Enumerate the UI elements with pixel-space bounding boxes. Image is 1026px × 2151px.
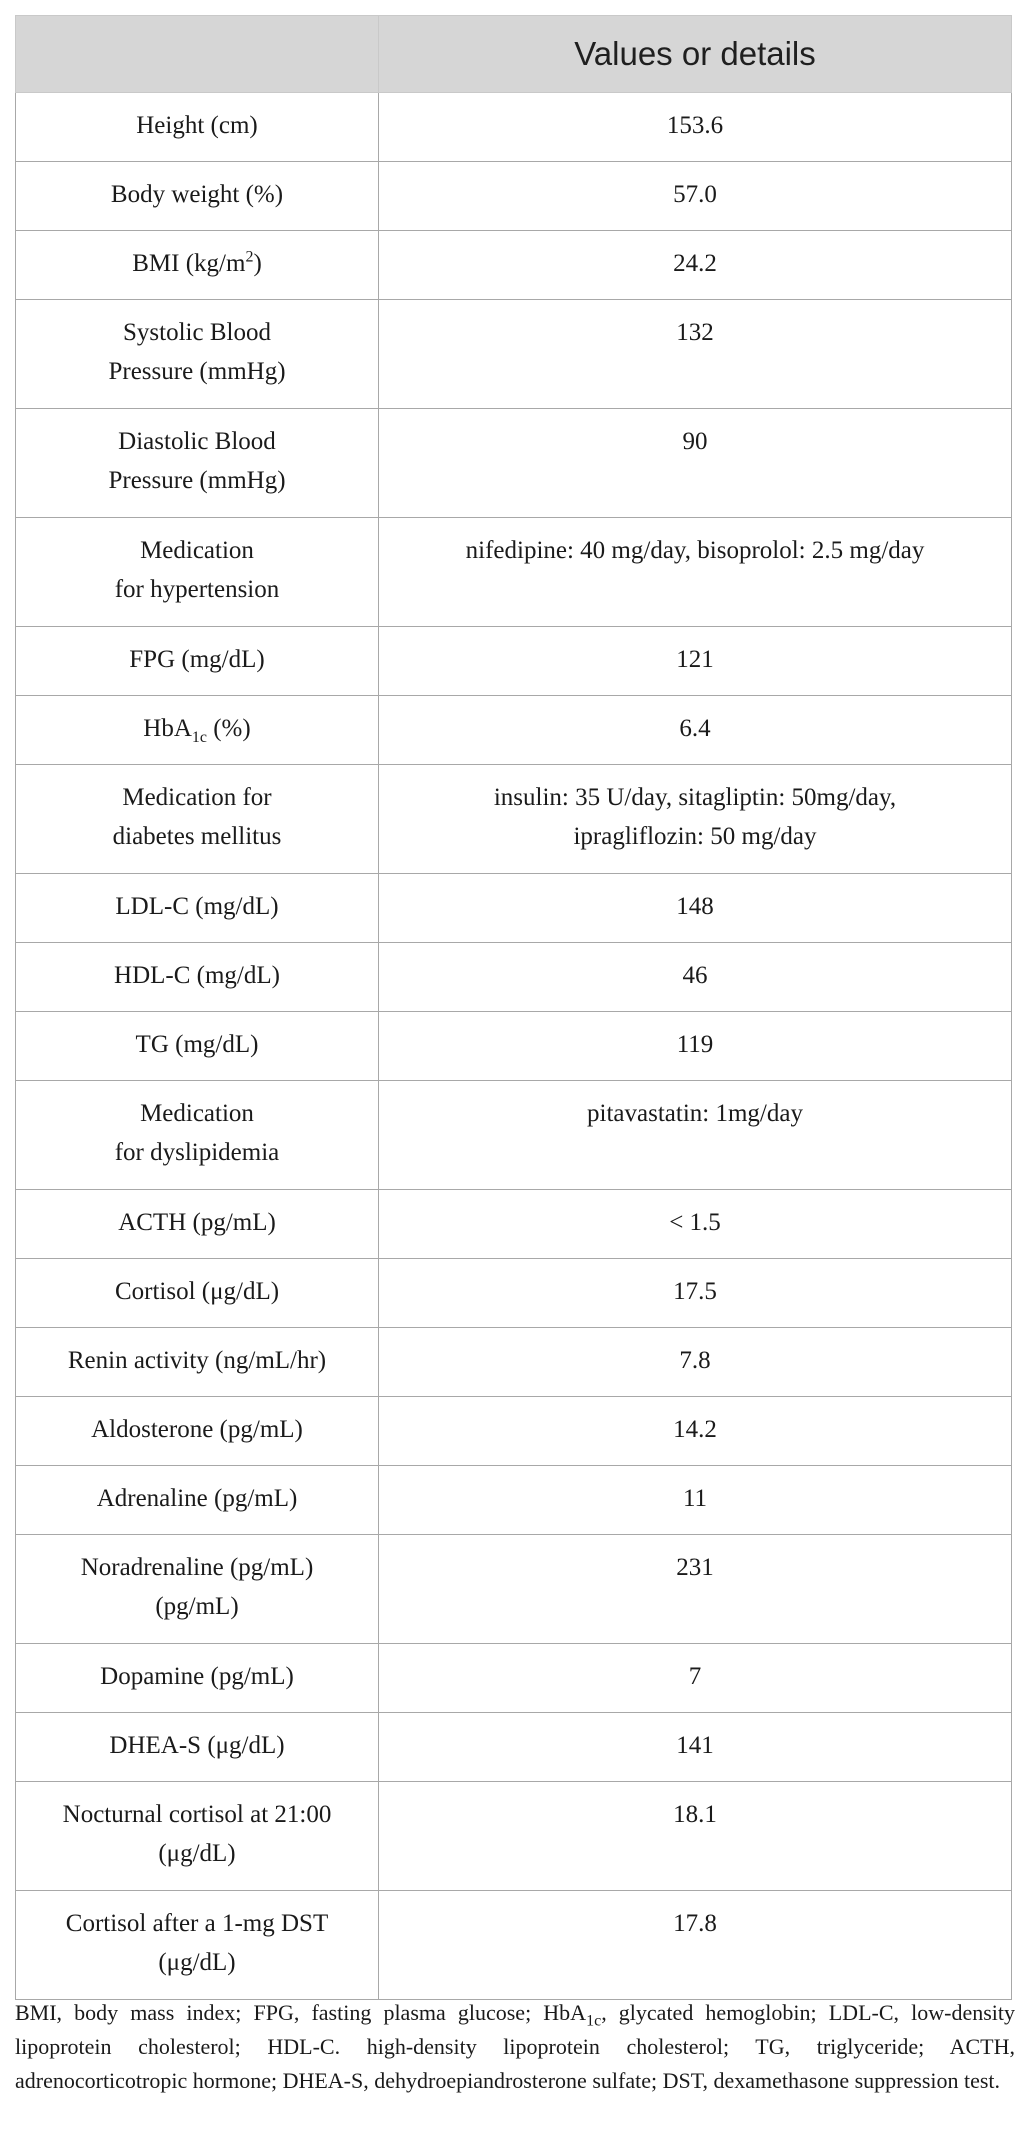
table-row [16, 1081, 1012, 1190]
row-parameter: Nocturnal cortisol at 21:00 (μg/dL) [16, 1782, 379, 1891]
lab-values-table-container [15, 15, 1011, 2000]
row-value: 24.2 [379, 231, 1012, 300]
table-row [16, 1190, 1012, 1259]
row-value: pitavastatin: 1mg/day [379, 1081, 1012, 1190]
table-row [16, 1891, 1012, 2000]
header-values-or-details: Values or details [379, 16, 1012, 93]
row-value: 132 [379, 300, 1012, 409]
row-parameter: HbA$_{1c}$ (%) [16, 696, 379, 765]
row-value: 6.4 [379, 696, 1012, 765]
table-row [16, 1644, 1012, 1713]
row-value: 7.8 [379, 1328, 1012, 1397]
header-parameter [16, 16, 379, 93]
row-parameter: Dopamine (pg/mL) [16, 1644, 379, 1713]
row-parameter: FPG (mg/dL) [16, 627, 379, 696]
table-row [16, 1397, 1012, 1466]
table-footnote: BMI, body mass index; FPG, fasting plasma glucose; HbA$_{1c}$, glycated hemoglobin; LDL-C, low-density lipoprotein cholesterol; HDL-C. high-density lipoprotein cholesterol; TG, triglyceride; ACTH, adrenocorticotropic hormone; DHEA-S, dehydroepiandrosterone sulfate; DST, dexamethasone suppression test. [15, 2000, 1015, 2093]
row-parameter: Noradrenaline (pg/mL) (pg/mL) [16, 1535, 379, 1644]
table-row [16, 874, 1012, 943]
row-value: 121 [379, 627, 1012, 696]
row-value: 11 [379, 1466, 1012, 1535]
row-parameter: Cortisol after a 1-mg DST (μg/dL) [16, 1891, 379, 2000]
table-row [16, 943, 1012, 1012]
table-row [16, 696, 1012, 765]
table-header-row [16, 16, 1012, 93]
table-row [16, 1713, 1012, 1782]
table-row [16, 1782, 1012, 1891]
row-parameter: Cortisol (μg/dL) [16, 1259, 379, 1328]
table-row [16, 409, 1012, 518]
table-row [16, 765, 1012, 874]
row-value: nifedipine: 40 mg/day, bisoprolol: 2.5 mg/day [379, 518, 1012, 627]
row-value: 119 [379, 1012, 1012, 1081]
row-parameter: Medication for dyslipidemia [16, 1081, 379, 1190]
row-parameter: Systolic Blood Pressure (mmHg) [16, 300, 379, 409]
row-parameter: Body weight (%) [16, 162, 379, 231]
row-parameter: Medication for hypertension [16, 518, 379, 627]
table-row [16, 1012, 1012, 1081]
row-parameter: HDL-C (mg/dL) [16, 943, 379, 1012]
row-parameter: Adrenaline (pg/mL) [16, 1466, 379, 1535]
table-row [16, 231, 1012, 300]
table-row [16, 1328, 1012, 1397]
table-row [16, 93, 1012, 162]
row-value: 153.6 [379, 93, 1012, 162]
row-value: 46 [379, 943, 1012, 1012]
table-row [16, 1466, 1012, 1535]
row-parameter: BMI $(kg/m^2)$ [16, 231, 379, 300]
table-row [16, 1535, 1012, 1644]
table-row [16, 300, 1012, 409]
row-value: < 1.5 [379, 1190, 1012, 1259]
table-row [16, 162, 1012, 231]
table-row [16, 627, 1012, 696]
row-value: 57.0 [379, 162, 1012, 231]
row-parameter: Aldosterone (pg/mL) [16, 1397, 379, 1466]
row-value: insulin: 35 U/day, sitagliptin: 50mg/day, ipragliflozin: 50 mg/day [379, 765, 1012, 874]
row-value: 14.2 [379, 1397, 1012, 1466]
row-value: 18.1 [379, 1782, 1012, 1891]
row-parameter: Medication for diabetes mellitus [16, 765, 379, 874]
row-parameter: Renin activity (ng/mL/hr) [16, 1328, 379, 1397]
row-parameter: DHEA-S (μg/dL) [16, 1713, 379, 1782]
lab-values-table [15, 15, 1012, 2000]
row-parameter: LDL-C (mg/dL) [16, 874, 379, 943]
row-parameter: ACTH (pg/mL) [16, 1190, 379, 1259]
table-row [16, 518, 1012, 627]
row-value: 90 [379, 409, 1012, 518]
row-value: 7 [379, 1644, 1012, 1713]
row-parameter: TG (mg/dL) [16, 1012, 379, 1081]
row-value: 17.5 [379, 1259, 1012, 1328]
row-value: 231 [379, 1535, 1012, 1644]
table-row [16, 1259, 1012, 1328]
row-value: 17.8 [379, 1891, 1012, 2000]
row-value: 148 [379, 874, 1012, 943]
row-parameter: Height (cm) [16, 93, 379, 162]
row-value: 141 [379, 1713, 1012, 1782]
row-parameter: Diastolic Blood Pressure (mmHg) [16, 409, 379, 518]
